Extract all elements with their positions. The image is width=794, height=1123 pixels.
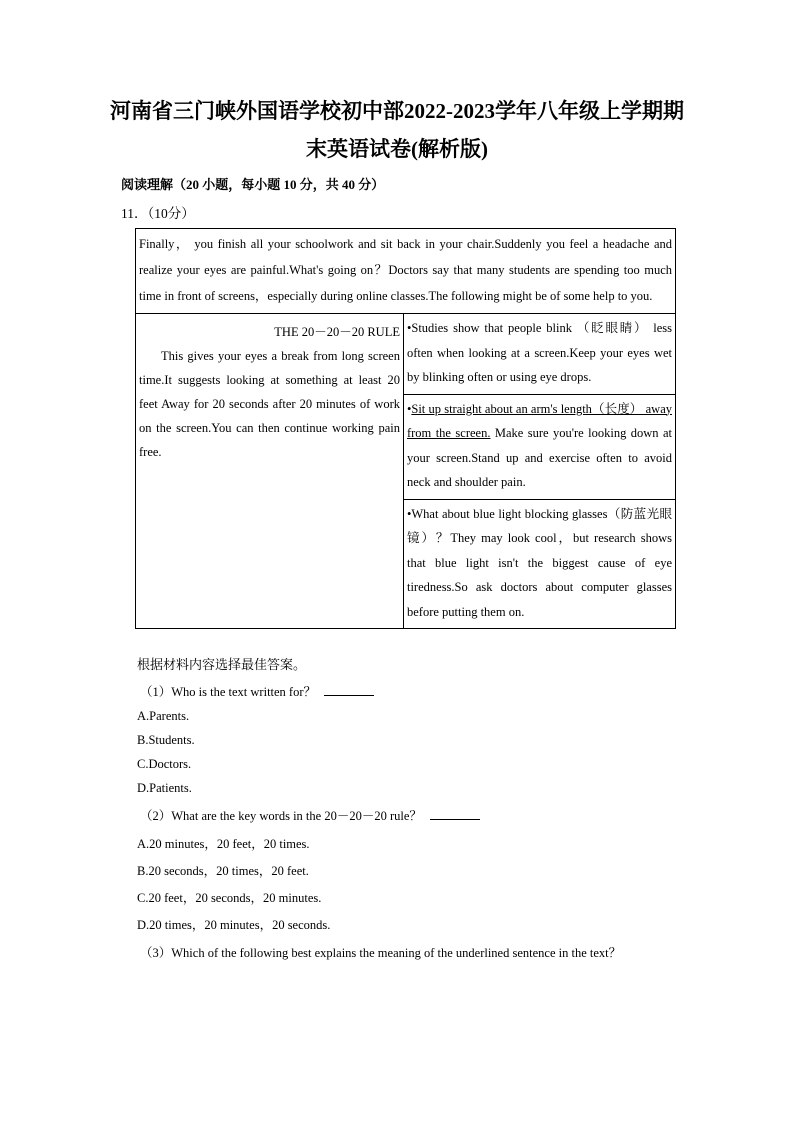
q2-option-c: C.20 feet，20 seconds，20 minutes. <box>137 891 322 905</box>
passage-table <box>135 228 676 629</box>
section-header: 阅读理解（20 小题，每小题 10 分，共 40 分） <box>121 177 385 192</box>
q2-option-b: B.20 seconds，20 times，20 feet. <box>137 864 309 878</box>
q1-option-b: B.Students. <box>137 733 195 747</box>
instruction: 根据材料内容选择最佳答案。 <box>137 657 307 672</box>
q1-option-d: D.Patients. <box>137 781 192 795</box>
q2-option-d: D.20 times，20 minutes，20 seconds. <box>137 918 331 932</box>
tip-blink: •Studies show that people blink （眨眼睛） less often when looking at a screen.Keep your eyes wet by blinking often or using eye drops. <box>403 314 675 395</box>
answer-blank <box>324 684 374 696</box>
question-1 <box>140 682 374 700</box>
question-1-stem: （1）Who is the text written for？ <box>140 685 317 699</box>
question-number: 11．（10分） <box>121 206 195 221</box>
question-3-stem: （3）Which of the following best explains the meaning of the underlined sentence in the text？ <box>140 946 622 960</box>
question-3 <box>140 943 621 961</box>
rule-text: This gives your eyes a break from long screen time.It suggests looking at something at least 20 feet Away for 20 seconds after 20 minutes of work on the screen.You can then continue working pain free. <box>139 349 400 459</box>
underlined-sentence: Sit up straight about an arm's length（长度） away from the screen. <box>406 401 672 440</box>
question-2-stem: （2）What are the key words in the 20－20－20 rule？ <box>140 809 422 823</box>
tip-blue-light: •What about blue light blocking glasses（防蓝光眼镜）？They may look cool，but research shows that blue light isn't the biggest cause of eye tiredness.So ask doctors about computer glasses before putting them on. <box>403 499 675 629</box>
q2-option-a: A.20 minutes，20 feet，20 times. <box>137 837 310 851</box>
q1-option-c: C.Doctors. <box>137 757 192 771</box>
tip-posture-rest: Make sure you're looking down at your screen.Stand up and exercise often to avoid neck and shoulder pain. <box>406 426 672 489</box>
rule-cell <box>136 314 404 629</box>
passage-intro: Finally， you finish all your schoolwork and sit back in your chair.Suddenly you feel a headache and realize your eyes are painful.What's going on？Doctors say that many students are spending too much time in front of screens，especially during online classes.The following might be of some help to you. <box>136 229 676 314</box>
title-line-2: 末英语试卷(解析版) <box>306 137 488 161</box>
rule-title: THE 20－20－20 RULE <box>274 325 400 339</box>
question-2 <box>140 806 480 824</box>
title-line-1: 河南省三门峡外国语学校初中部2022-2023学年八年级上学期期 <box>110 99 684 123</box>
document-title <box>100 92 694 168</box>
tip-posture <box>403 394 675 499</box>
answer-blank <box>430 808 480 820</box>
q1-option-a: A.Parents. <box>137 709 190 723</box>
bullet: • <box>406 401 412 416</box>
